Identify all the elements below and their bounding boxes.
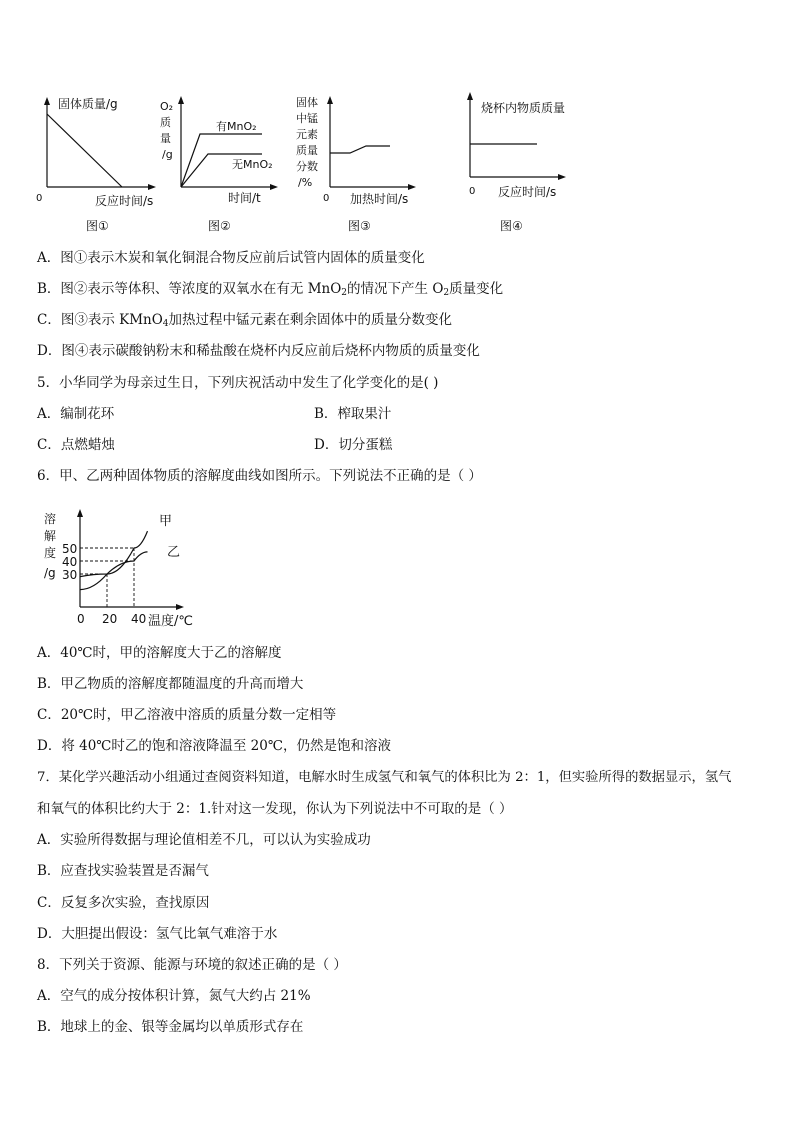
fig3-ylabel-5: 分数 (296, 160, 318, 173)
fig1-ylabel: 固体质量/g (58, 97, 118, 111)
q7-option-b: B．应查找实验装置是否漏气 (37, 863, 209, 879)
fig3-ylabel-1: 固体 (296, 96, 318, 109)
fig2-ylabel-2: 质 (160, 116, 171, 129)
q8-stem: 8．下列关于资源、能源与环境的叙述正确的是（ ） (37, 957, 347, 973)
q4-option-b: B．图②表示等体积、等浓度的双氧水在有无 MnO$_2$的情况下产生 $O_2$质量变化 (37, 281, 504, 298)
q5-option-c: C．点燃蜡烛 (37, 437, 115, 453)
fig3-ylabel-2: 中锰 (296, 112, 318, 125)
q4-option-d: D．图④表示碳酸钠粉末和稀盐酸在烧杯内反应前后烧杯内物质的质量变化 (37, 343, 480, 359)
fig2-caption: 图② (208, 219, 231, 233)
q4-option-c: C．图③表示 KMnO$_4$加热过程中锰元素在剩余固体中的质量分数变化 (37, 312, 453, 329)
q6-option-d: D．将 40℃时乙的饱和溶液降温至 20℃，仍然是饱和溶液 (37, 738, 391, 754)
fig2-label-without-mno2: 无MnO₂ (232, 158, 273, 171)
q6-stem: 6．甲、乙两种固体物质的溶解度曲线如图所示。下列说法不正确的是（ ） (37, 468, 482, 484)
figure-4 (455, 88, 605, 238)
fig1-origin: 0 (36, 193, 43, 204)
q6-option-a: A．40℃时，甲的溶解度大于乙的溶解度 (37, 645, 282, 661)
fig2-label-with-mno2: 有MnO₂ (216, 120, 257, 133)
chart-tick-x-20: 20 (102, 612, 118, 626)
q7-stem-line1: 7．某化学兴趣活动小组通过查阅资料知道，电解水时生成氢气和氧气的体积比为 2：1，但实验所得的数据显示，氢气 (37, 770, 732, 785)
fig4-origin: 0 (469, 186, 476, 197)
chart-ylabel-3: 度 (44, 546, 57, 560)
fig3-ylabel-4: 质量 (296, 144, 318, 157)
q7-stem-line2: 和氧气的体积比约大于 2：1.针对这一发现，你认为下列说法中不可取的是（ ） (37, 801, 513, 817)
q4-option-a: A．图①表示木炭和氧化铜混合物反应前后试管内固体的质量变化 (37, 250, 425, 266)
fig3-ylabel-3: 元素 (296, 128, 318, 141)
q5-stem: 5．小华同学为母亲过生日，下列庆祝活动中发生了化学变化的是( ) (37, 375, 439, 391)
series-line-jia (80, 531, 148, 590)
chart-tick-y-50: 50 (62, 542, 78, 556)
chart-ylabel-4: /g (44, 566, 56, 580)
q5-option-d: D．切分蛋糕 (314, 437, 393, 453)
chart-tick-x-40: 40 (131, 612, 147, 626)
fig1-caption: 图① (86, 219, 109, 233)
figure-3 (290, 88, 425, 238)
fig2-ylabel-4: /g (162, 148, 173, 161)
q7-option-c: C．反复多次实验，查找原因 (37, 895, 210, 911)
q7-option-a: A．实验所得数据与理论值相差不几，可以认为实验成功 (37, 832, 371, 848)
q7-option-d: D．大胆提出假设：氢气比氧气难溶于水 (37, 926, 278, 942)
fig3-xlabel: 加热时间/s (350, 192, 409, 206)
q6-option-b: B．甲乙物质的溶解度都随温度的升高而增大 (37, 676, 304, 692)
chart-xlabel: 温度/℃ (148, 614, 193, 629)
q5-option-b: B．榨取果汁 (314, 406, 392, 422)
fig1-xlabel: 反应时间/s (95, 194, 154, 208)
q8-option-a: A．空气的成分按体积计算，氮气大约占 21% (37, 988, 311, 1004)
chart-tick-y-30: 30 (62, 568, 78, 582)
q5-option-a: A．编制花环 (37, 406, 115, 422)
chart-ylabel-2: 解 (44, 529, 57, 543)
solubility-chart (38, 505, 218, 633)
fig2-xlabel: 时间/t (228, 191, 261, 205)
fig4-ylabel: 烧杯内物质质量 (481, 101, 566, 115)
series-label-jia: 甲 (159, 514, 173, 529)
fig3-origin: 0 (323, 193, 330, 204)
series-label-yi: 乙 (167, 545, 181, 560)
q6-option-c: C．20℃时，甲乙溶液中溶质的质量分数一定相等 (37, 707, 337, 723)
fig4-caption: 图④ (500, 219, 523, 233)
fig2-ylabel-1: O₂ (160, 100, 174, 113)
figure-1 (30, 88, 170, 238)
chart-tick-x-0: 0 (77, 612, 85, 626)
chart-tick-y-40: 40 (62, 555, 78, 569)
figure-2 (150, 88, 285, 238)
fig2-ylabel-3: 量 (160, 132, 171, 145)
fig3-ylabel-6: /% (298, 176, 313, 189)
fig3-caption: 图③ (348, 219, 371, 233)
chart-ylabel-1: 溶 (44, 512, 57, 526)
fig4-xlabel: 反应时间/s (498, 185, 557, 199)
q8-option-b: B．地球上的金、银等金属均以单质形式存在 (37, 1019, 304, 1035)
